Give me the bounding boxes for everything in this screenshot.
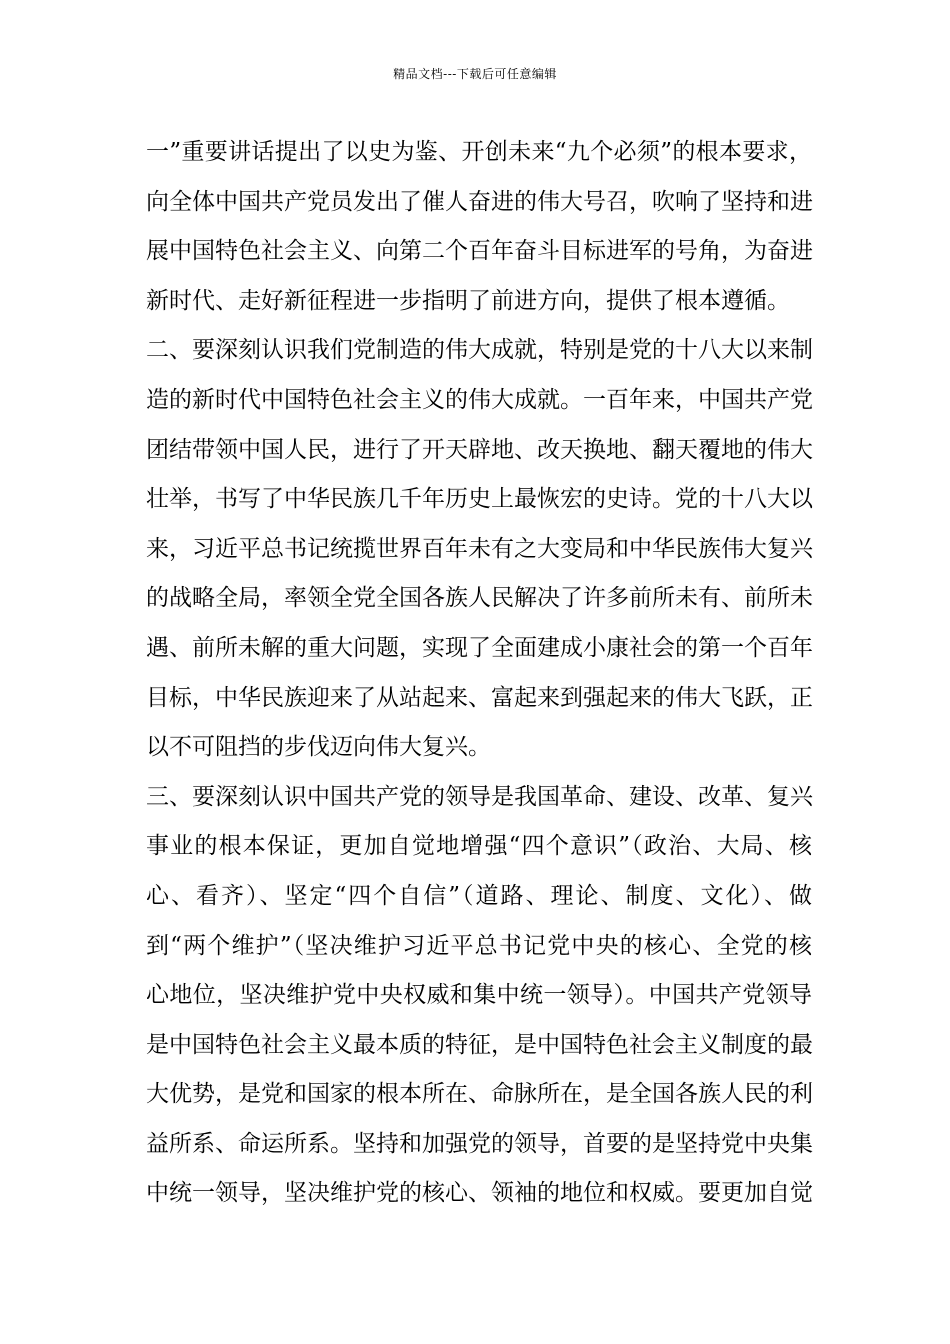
text-line: 二、要深刻认识我们党制造的伟大成就，特别是党的十八大以来制 (146, 337, 813, 364)
text-line: 以不可阻挡的步伐迈向伟大复兴。 (146, 734, 491, 761)
text-line: 目标，中华民族迎来了从站起来、富起来到强起来的伟大飞跃，正 (146, 684, 813, 711)
document-body (146, 128, 812, 1219)
text-line: 向全体中国共产党员发出了催人奋进的伟大号召，吹响了坚持和进 (146, 188, 813, 215)
text-line: 心地位，坚决维护党中央权威和集中统一领导）。中国共产党领导 (146, 982, 812, 1009)
text-line: 中统一领导，坚决维护党的核心、领袖的地位和权威。要更加自觉 (146, 1180, 813, 1207)
text-line: 三、要深刻认识中国共产党的领导是我国革命、建设、改革、复兴 (146, 783, 813, 810)
text-line: 是中国特色社会主义最本质的特征，是中国特色社会主义制度的最 (146, 1031, 813, 1058)
text-line: 新时代、走好新征程进一步指明了前进方向，提供了根本遵循。 (146, 287, 790, 314)
text-line: 一”重要讲话提出了以史为鉴、开创未来“九个必须”的根本要求， (146, 139, 812, 165)
text-line: 来，习近平总书记统揽世界百年未有之大变局和中华民族伟大复兴 (146, 535, 813, 562)
text-line: 遇、前所未解的重大问题，实现了全面建成小康社会的第一个百年 (146, 634, 813, 661)
paragraph-3 (146, 773, 812, 1219)
text-line: 大优势，是党和国家的根本所在、命脉所在，是全国各族人民的利 (146, 1081, 813, 1108)
text-line: 壮举，书写了中华民族几千年历史上最恢宏的史诗。党的十八大以 (146, 486, 813, 513)
text-line: 的战略全局，率领全党全国各族人民解决了许多前所未有、前所未 (146, 585, 813, 612)
text-line: 造的新时代中国特色社会主义的伟大成就。一百年来，中国共产党 (146, 386, 813, 413)
paragraph-1 (146, 128, 812, 326)
text-line: 益所系、命运所系。坚持和加强党的领导，首要的是坚持党中央集 (146, 1130, 813, 1157)
text-line: 到“两个维护”（坚决维护习近平总书记党中央的核心、全党的核 (146, 932, 812, 959)
text-line: 展中国特色社会主义、向第二个百年奋斗目标进军的号角，为奋进 (146, 238, 813, 265)
page-header: 精品文档---下载后可任意编辑 (393, 67, 557, 81)
text-line: 心、看齐）、坚定“四个自信”（道路、理论、制度、文化）、做 (146, 882, 812, 909)
paragraph-2 (146, 326, 812, 772)
text-line: 团结带领中国人民，进行了开天辟地、改天换地、翻天覆地的伟大 (146, 436, 813, 463)
text-line: 事业的根本保证，更加自觉地增强“四个意识”（政治、大局、核 (146, 833, 812, 860)
